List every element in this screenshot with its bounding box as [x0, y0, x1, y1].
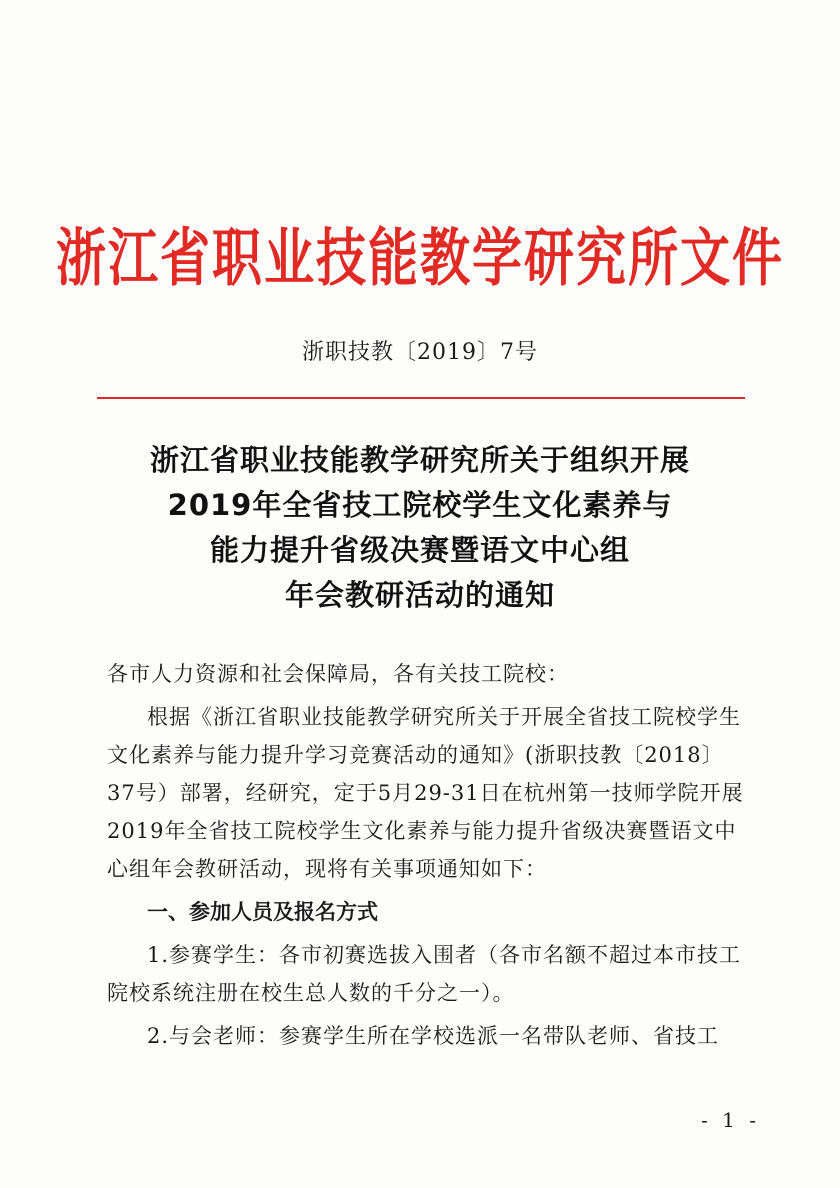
- document-number: 浙职技教〔2019〕7号: [302, 340, 538, 365]
- notice-title-line-4: 年会教研活动的通知: [284, 578, 555, 612]
- notice-title-line-2: 2019年全省技工院校学生文化素养与: [167, 488, 673, 522]
- issuer-header-title: 浙江省职业技能教学研究所文件: [56, 221, 784, 295]
- notice-title-line-3: 能力提升省级决赛暨语文中心组: [209, 533, 630, 567]
- page-number: - 1 -: [701, 1108, 760, 1132]
- list-item-1: 1.参赛学生：各市初赛选拔入围者（各市名额不超过本市技工院校系统注册在校生总人数的千分之一）。: [107, 943, 742, 1005]
- notice-body: [107, 655, 747, 1060]
- notice-title-line-1: 浙江省职业技能教学研究所关于组织开展: [149, 443, 690, 477]
- list-item-2: 2.与会老师：参赛学生所在学校选派一名带队老师、省技工: [147, 1024, 720, 1048]
- body-paragraph-1: 根据《浙江省职业技能教学研究所关于开展全省技工院校学生文化素养与能力提升学习竞赛活动的通知》(浙职技教〔2018〕37号）部署，经研究，定于5月29-31日在杭州第一技师学院开展2019年全省技工院校学生文化素养与能力提升省级决赛暨语文中心组年会教研活动，现将有关事项通知如下：: [107, 705, 744, 881]
- notice-title: [0, 438, 840, 618]
- section-heading-1: 一、参加人员及报名方式: [147, 900, 378, 924]
- salutation: 各市人力资源和社会保障局，各有关技工院校：: [107, 662, 569, 686]
- red-divider-rule: [97, 397, 745, 399]
